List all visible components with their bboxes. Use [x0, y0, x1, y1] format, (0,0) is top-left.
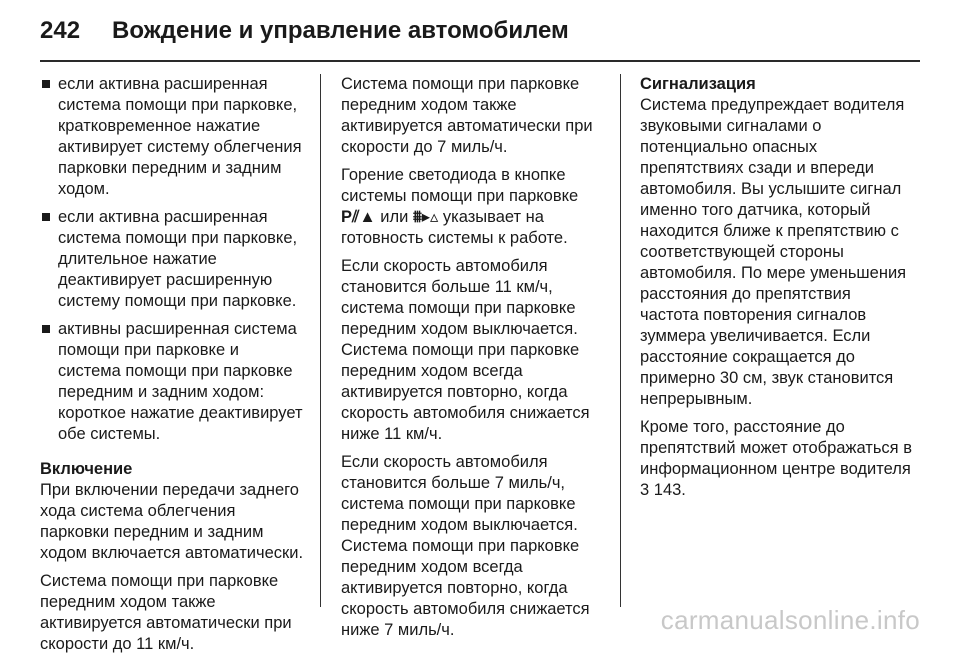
page-header — [40, 14, 920, 48]
park-assist-icon: P⫽▲ — [341, 208, 376, 226]
column-right — [640, 74, 912, 508]
list-item-text: активны расширенная система помощи при парковке и система помощи при парковке передним и задним ходом: короткое нажатие деактивирует обе системы. — [58, 320, 303, 443]
bullet-list — [40, 74, 306, 445]
paragraph-text: или — [375, 208, 413, 226]
paragraph: Если скорость автомобиля становится больше 11 км/ч, система помощи при парковке передним ходом выключается. Система помощи при парковке передним ходом всегда активируется повторно, когда скорость автомобиля снижается ниже 11 км/ч. — [341, 257, 590, 443]
list-item-text: если активна расширенная система помощи при парковке, кратковременное нажатие активирует систему облегчения парковки передним и задним ходом. — [58, 75, 302, 198]
paragraph: Если скорость автомобиля становится больше 7 миль/ч, система помощи при парковке передним ходом выключается. Система помощи при парковке передним ходом всегда активируется повторно, когда скорость автомобиля снижается ниже 7 миль/ч. — [341, 453, 590, 639]
column-left — [40, 74, 306, 662]
square-bullet-icon — [42, 213, 50, 221]
paragraph-text: Система предупреждает водителя звуковыми сигналами о потенциально опасных препятствиях сзади и впереди автомобиля. Вы услышите сигнал именно того датчика, который находится ближе к препятствию с соответствующей стороны автомобиля. По мере уменьшения расстояния до препятствия частота повторения сигналов зуммера увеличивается. Если расстояние сокращается до примерно 30 см, звук становится непрерывным. — [640, 96, 907, 408]
column-divider — [320, 74, 321, 607]
paragraph-text: При включении передачи заднего хода система облегчения парковки передним и задним ходом включается автоматически. — [40, 481, 304, 562]
paragraph-text: указывает на готовность системы к работе. — [341, 208, 568, 247]
list-item-text: если активна расширенная система помощи при парковке, длительное нажатие деактивирует расширенную систему помощи при парковке. — [58, 208, 298, 310]
square-bullet-icon — [42, 80, 50, 88]
list-item — [40, 74, 306, 200]
paragraph: Система помощи при парковке передним ходом также активируется автоматически при скорости до 11 км/ч. — [40, 572, 292, 653]
list-item — [40, 207, 306, 312]
column-divider — [620, 74, 621, 607]
page-title: Вождение и управление автомобилем — [112, 17, 569, 44]
paragraph-text: Горение светодиода в кнопке системы помощи при парковке — [341, 166, 579, 205]
section-paragraph — [40, 459, 306, 564]
section-paragraph — [640, 74, 912, 410]
advanced-park-assist-icon: ⩩▸▵ — [412, 208, 439, 226]
paragraph — [640, 417, 912, 501]
section-activation — [40, 459, 306, 655]
header-rule — [40, 60, 920, 62]
page-number: 242 — [40, 17, 81, 44]
page-reference-icon: 3 — [640, 481, 650, 499]
paragraph-text: Кроме того, расстояние до препятствий может отображаться в информационном центре водителя — [640, 418, 912, 478]
section-heading: Включение — [40, 460, 133, 478]
watermark: carmanualsonline.info — [660, 605, 920, 635]
section-heading: Сигнализация — [640, 75, 756, 93]
page-reference-link[interactable]: 143. — [653, 481, 686, 499]
paragraph: Система помощи при парковке передним ходом также активируется автоматически при скорости до 7 миль/ч. — [341, 75, 593, 156]
list-item — [40, 319, 306, 445]
square-bullet-icon — [42, 325, 50, 333]
paragraph — [341, 165, 609, 249]
column-middle — [341, 74, 609, 648]
